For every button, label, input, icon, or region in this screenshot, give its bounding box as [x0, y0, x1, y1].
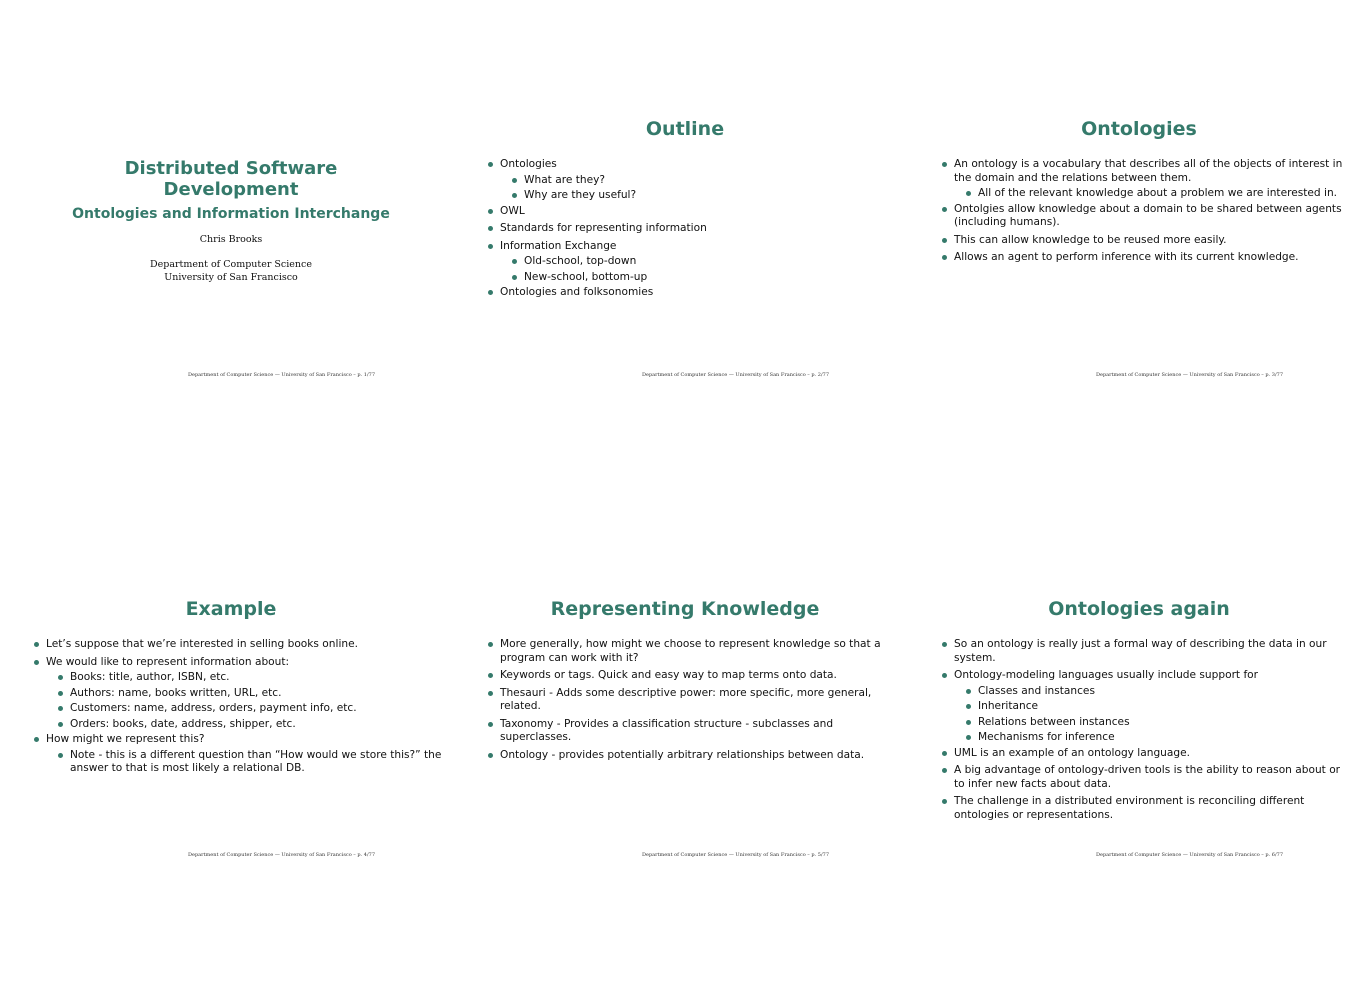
bullet-text: Standards for representing information — [500, 222, 707, 234]
bullet-icon — [966, 720, 971, 725]
bullet-icon — [58, 753, 63, 758]
bullet-text: What are they? — [524, 173, 605, 186]
bullet-icon — [942, 751, 947, 756]
bullet-icon — [488, 673, 493, 678]
bullet-text: All of the relevant knowledge about a problem we are interested in. — [978, 187, 1338, 199]
slide-title: Example — [185, 598, 277, 620]
bullet-icon — [512, 275, 517, 280]
bullet-text: Relations between instances — [978, 715, 1130, 728]
slide-2 — [458, 80, 912, 400]
list-item — [506, 255, 904, 269]
bullet-icon — [512, 193, 517, 198]
bullet-text: Customers: name, address, orders, payment info, etc. — [70, 702, 357, 714]
bullet-text: We would like to represent information about: — [46, 655, 290, 668]
bullet-text: Let’s suppose that we’re interested in selling books online. — [46, 638, 358, 650]
institute-line-1: Department of Computer Science — [150, 259, 312, 270]
bullet-icon — [942, 207, 947, 212]
bullet-icon — [942, 238, 947, 243]
slide-4 — [4, 560, 458, 880]
slide-title: Ontologies again — [1048, 598, 1230, 620]
list-item — [960, 716, 1358, 730]
slide-6 — [912, 560, 1366, 880]
bullet-text: An ontology is a vocabulary that describes all of the objects of interest in the domain and the relations between them. — [954, 158, 1343, 184]
slide-content — [488, 638, 898, 766]
presentation-title — [4, 158, 458, 200]
bullet-text: Allows an agent to perform inference with its current knowledge. — [954, 251, 1299, 263]
bullet-icon — [58, 722, 63, 727]
bullet-icon — [488, 290, 493, 295]
list-item — [942, 251, 1352, 265]
bullet-icon — [58, 675, 63, 680]
bullet-text: New-school, bottom-up — [524, 270, 648, 283]
bullet-text: Note - this is a different question than “How would we store this?” the answer to that is most likely a relational DB. — [70, 748, 442, 774]
presentation-title-line-1: Distributed Software — [124, 158, 338, 179]
bullet-text: Keywords or tags. Quick and easy way to map terms onto data. — [500, 669, 837, 681]
bullet-text: Ontologies — [500, 158, 557, 170]
bullet-text: Thesauri - Adds some descriptive power: more specific, more general, related. — [500, 686, 872, 712]
bullet-text: Taxonomy - Provides a classification structure - subclasses and superclasses. — [500, 717, 834, 743]
list-item — [488, 638, 898, 665]
footer-text: Department of Computer Science — University of San Francisco – p. — [642, 372, 817, 378]
bullet-icon — [488, 722, 493, 727]
list-item — [488, 286, 898, 300]
bullet-text: Ontolgies allow knowledge about a domain to be shared between agents (including humans). — [954, 202, 1342, 228]
bullet-text: The challenge in a distributed environment is reconciling different ontologies or representations. — [954, 795, 1305, 821]
slide-footer — [912, 372, 1366, 378]
list-item — [488, 718, 898, 745]
bullet-text: Orders: books, date, address, shipper, etc. — [70, 717, 296, 730]
bullet-icon — [488, 162, 493, 167]
list-item — [488, 205, 898, 219]
slide-footer — [458, 372, 912, 378]
list-item — [52, 702, 450, 716]
list-item — [942, 158, 1352, 201]
list-item — [506, 174, 904, 188]
bullet-icon — [488, 209, 493, 214]
bullet-icon — [966, 191, 971, 196]
list-item — [488, 749, 898, 763]
page-number: 4/77 — [363, 852, 376, 858]
bullet-icon — [488, 642, 493, 647]
footer-text: Department of Computer Science — University of San Francisco – p. — [188, 852, 363, 858]
bullet-icon — [58, 691, 63, 696]
bullet-icon — [942, 642, 947, 647]
bullet-icon — [942, 255, 947, 260]
bullet-text: Inheritance — [978, 700, 1039, 712]
bullet-text: How might we represent this? — [46, 733, 205, 745]
list-item — [488, 240, 898, 285]
slide-5 — [458, 560, 912, 880]
slide-title: Representing Knowledge — [550, 598, 820, 620]
list-item — [34, 638, 444, 652]
page-number: 1/77 — [363, 372, 376, 378]
footer-text: Department of Computer Science — University of San Francisco – p. — [1096, 372, 1271, 378]
bullet-icon — [34, 642, 39, 647]
bullet-text: OWL — [500, 204, 525, 217]
list-item — [942, 669, 1352, 745]
list-item — [488, 687, 898, 714]
slide-title: Outline — [645, 118, 725, 140]
bullet-text: Information Exchange — [500, 239, 617, 252]
institute-line-2: University of San Francisco — [164, 272, 298, 283]
footer-text: Department of Computer Science — University of San Francisco – p. — [188, 372, 363, 378]
page-number: 3/77 — [1271, 372, 1284, 378]
bullet-text: A big advantage of ontology-driven tools is the ability to reason about or to infer new facts about data. — [954, 764, 1341, 790]
list-item — [960, 700, 1358, 714]
slide-footer — [4, 372, 458, 378]
institute — [4, 258, 458, 284]
bullet-icon — [512, 259, 517, 264]
author: Chris Brooks — [199, 234, 263, 245]
bullet-text: Ontologies and folksonomies — [500, 286, 654, 298]
list-item — [488, 158, 898, 203]
slide-content — [34, 638, 444, 778]
bullet-text: Ontology-modeling languages usually include support for — [954, 669, 1259, 681]
list-item — [960, 731, 1358, 745]
bullet-icon — [966, 704, 971, 709]
bullet-text: Mechanisms for inference — [978, 731, 1115, 743]
bullet-icon — [488, 244, 493, 249]
bullet-icon — [488, 226, 493, 231]
footer-text: Department of Computer Science — University of San Francisco – p. — [642, 852, 817, 858]
bullet-text: So an ontology is really just a formal way of describing the data in our system. — [954, 638, 1327, 664]
presentation-title-line-2: Development — [163, 179, 299, 200]
list-item — [960, 685, 1358, 699]
bullet-text: Why are they useful? — [524, 189, 637, 201]
bullet-icon — [34, 660, 39, 665]
bullet-icon — [966, 689, 971, 694]
list-item — [52, 687, 450, 701]
bullet-text: Authors: name, books written, URL, etc. — [70, 686, 282, 699]
presentation-subtitle: Ontologies and Information Interchange — [72, 206, 390, 222]
list-item — [942, 795, 1352, 822]
bullet-text: Books: title, author, ISBN, etc. — [70, 671, 230, 683]
list-item — [942, 203, 1352, 230]
bullet-icon — [58, 706, 63, 711]
list-item — [506, 271, 904, 285]
slide-footer — [912, 852, 1366, 858]
page-number: 5/77 — [817, 852, 830, 858]
list-item — [488, 669, 898, 683]
bullet-text: UML is an example of an ontology language. — [954, 746, 1190, 759]
bullet-text: Classes and instances — [978, 684, 1095, 697]
slide-footer — [458, 852, 912, 858]
list-item — [52, 718, 450, 732]
slide-1 — [4, 80, 458, 400]
list-item — [960, 187, 1358, 201]
bullet-text: This can allow knowledge to be reused more easily. — [954, 233, 1227, 246]
bullet-icon — [942, 673, 947, 678]
slide-footer — [4, 852, 458, 858]
slide-content — [488, 158, 898, 304]
list-item — [488, 222, 898, 236]
list-item — [942, 234, 1352, 248]
list-item — [942, 638, 1352, 665]
bullet-text: More generally, how might we choose to represent knowledge so that a program can work with it? — [500, 638, 881, 664]
bullet-icon — [512, 178, 517, 183]
list-item — [942, 764, 1352, 791]
list-item — [52, 671, 450, 685]
slide-content — [942, 638, 1352, 826]
page-number: 2/77 — [817, 372, 830, 378]
slide-title: Ontologies — [1081, 118, 1197, 140]
bullet-icon — [34, 737, 39, 742]
list-item — [34, 656, 444, 732]
list-item — [506, 189, 904, 203]
bullet-icon — [942, 799, 947, 804]
footer-text: Department of Computer Science — University of San Francisco – p. — [1096, 852, 1271, 858]
list-item — [52, 749, 450, 776]
bullet-icon — [966, 735, 971, 740]
bullet-text: Old-school, top-down — [524, 255, 637, 267]
bullet-text: Ontology - provides potentially arbitrary relationships between data. — [500, 748, 865, 761]
list-item — [34, 733, 444, 776]
list-item — [942, 747, 1352, 761]
page-number: 6/77 — [1271, 852, 1284, 858]
slide-3 — [912, 80, 1366, 400]
bullet-icon — [488, 691, 493, 696]
slide-content — [942, 158, 1352, 269]
bullet-icon — [942, 768, 947, 773]
bullet-icon — [942, 162, 947, 167]
bullet-icon — [488, 753, 493, 758]
